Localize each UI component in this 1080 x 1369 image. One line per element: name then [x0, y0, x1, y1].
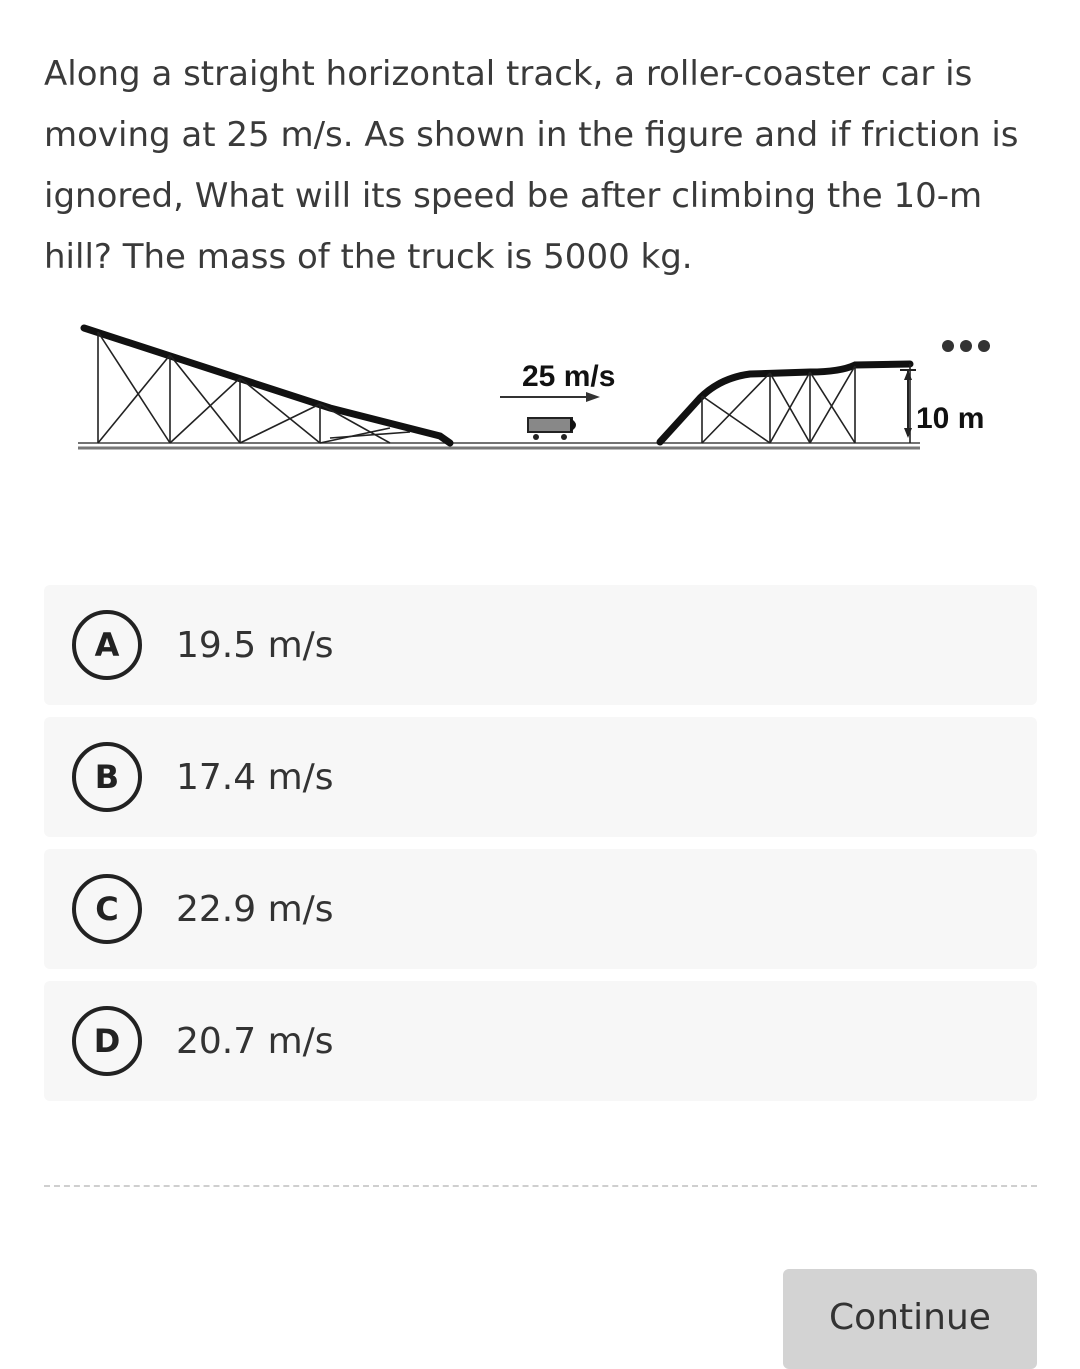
option-c[interactable] — [44, 849, 1037, 969]
speed-label: 25 m/s — [522, 360, 616, 393]
option-c-badge: C — [72, 874, 142, 944]
coaster-car — [528, 418, 576, 440]
height-dimension-marker — [900, 370, 916, 438]
question-text: Along a straight horizontal track, a roller-coaster car is moving at 25 m/s. As shown in the figure and if friction is ignored, What will its speed be after climbing the 10-m hill? The mass of the truck is 5000 kg. — [44, 54, 1019, 277]
velocity-arrow — [500, 392, 600, 402]
height-label: 10 m — [916, 402, 985, 435]
option-d-text: 20.7 m/s — [176, 1020, 334, 1062]
option-b-badge: B — [72, 742, 142, 812]
option-b-text: 17.4 m/s — [176, 756, 334, 798]
continue-button[interactable]: Continue — [783, 1269, 1037, 1369]
option-a[interactable] — [44, 585, 1037, 705]
right-hill-track — [660, 364, 910, 442]
left-hill-track — [84, 328, 450, 443]
more-dots-icon[interactable] — [942, 336, 1002, 356]
option-d-badge: D — [72, 1006, 142, 1076]
dashed-divider — [44, 1185, 1037, 1187]
option-a-text: 19.5 m/s — [176, 624, 334, 666]
option-b[interactable] — [44, 717, 1037, 837]
answer-options — [44, 585, 1037, 1113]
option-d[interactable] — [44, 981, 1037, 1101]
option-a-badge: A — [72, 610, 142, 680]
option-c-text: 22.9 m/s — [176, 888, 334, 930]
roller-coaster-figure — [70, 318, 1010, 468]
